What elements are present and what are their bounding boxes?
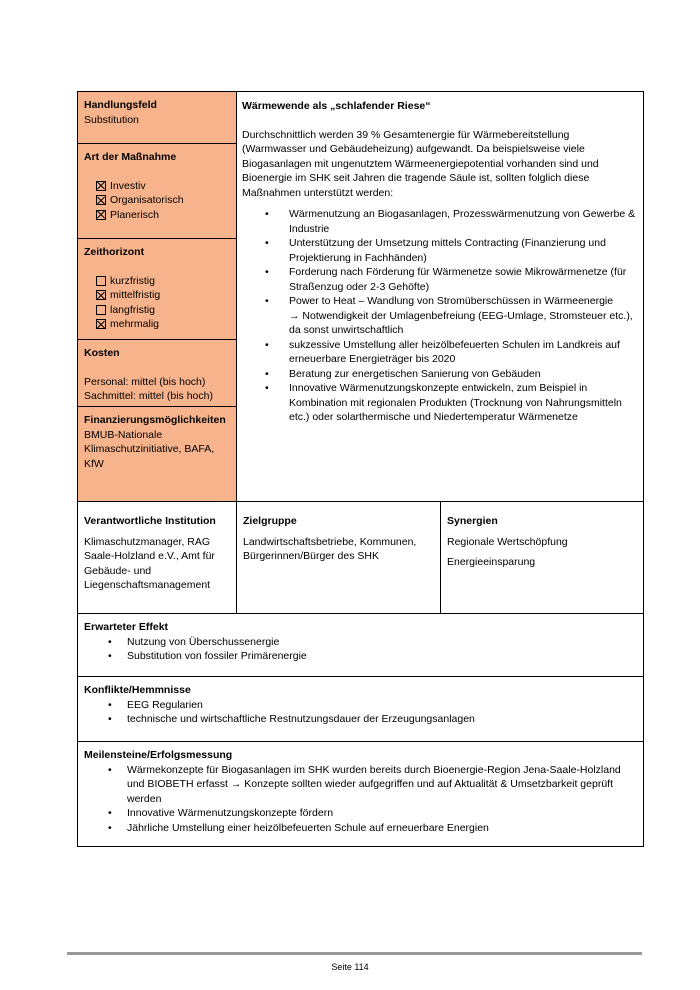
measure-sheet [77, 91, 644, 847]
checkbox-label: Organisatorisch [110, 194, 184, 206]
list-item: • EEG Regularien [84, 698, 637, 713]
art-section [78, 144, 236, 239]
effekt-label: Erwarteter Effekt [84, 621, 169, 633]
list-item: • Innovative Wärmenutzungskonzepte entwickeln, zum Beispiel in Kombination mit regionalen Produkten (Trocknung von Nahrungsmitteln etc.) oder solarthermische und Niedertemperatur Wärmenetze [242, 381, 636, 425]
kosten-sachmittel: Sachmittel: mittel (bis hoch) [84, 390, 213, 402]
list-item: • Substitution von fossiler Primärenergie [84, 649, 637, 664]
synergien-label: Synergien [447, 515, 498, 527]
checkbox-mittelfristig[interactable] [84, 288, 230, 303]
list-item: • technische und wirtschaftliche Restnutzungsdauer der Erzeugungsanlagen [84, 712, 637, 727]
kosten-label: Kosten [84, 347, 120, 359]
list-item [84, 763, 637, 807]
konflikte-label: Konflikte/Hemmnisse [84, 684, 191, 696]
handlungsfeld-value: Substitution [84, 113, 139, 126]
checkbox-label: langfristig [110, 303, 155, 316]
power-to-heat-text: Power to Heat – Wandlung von Stromüberschüssen in Wärmeenergie [289, 295, 614, 307]
zeithorizont-label: Zeithorizont [84, 246, 145, 258]
checked-box-icon [96, 181, 106, 191]
finanzierung-section [78, 407, 236, 475]
list-item: • Innovative Wärmenutzungskonzepte fördern [84, 806, 637, 821]
measures-list [242, 207, 636, 425]
checkbox-mehrmalig[interactable] [84, 317, 230, 332]
institution-value: Klimaschutzmanager, RAG Saale-Holzland e.V., Amt für Gebäude- und Liegenschaftsmanagement [84, 535, 215, 591]
zielgruppe-cell [236, 502, 440, 613]
finanzierung-value: BMUB-Nationale Klimaschutzinitiative, BAFA, KfW [84, 428, 215, 470]
art-label: Art der Maßnahme [84, 151, 177, 163]
checkbox-langfristig[interactable] [84, 303, 230, 318]
meilensteine-label: Meilensteine/Erfolgsmessung [84, 749, 233, 761]
zielgruppe-label: Zielgruppe [243, 515, 297, 527]
zeithorizont-section [78, 239, 236, 340]
checkbox-label: kurzfristig [110, 274, 155, 287]
description-panel [237, 92, 643, 501]
effekt-section [78, 614, 643, 677]
meilenstein-text: Konzepte sollten wieder aufgegriffen und auf Aktualität & Umsetzbarkeit geprüft werden [127, 778, 613, 805]
list-item: • Unterstützung der Umsetzung mittels Contracting (Finanzierung und Projektierung in Fachhänden) [242, 236, 636, 265]
left-panel [78, 92, 237, 501]
umlagenbefreiung-text: Notwendigkeit der Umlagenbefreiung (EEG-Umlage, Stromsteuer etc.), [299, 309, 633, 322]
checkbox-organisatorisch[interactable] [84, 193, 230, 208]
synergie-item: Energieeinsparung [447, 556, 536, 568]
checked-box-icon [96, 290, 106, 300]
zielgruppe-value: Landwirtschaftsbetriebe, Kommunen, Bürgerinnen/Bürger des SHK [243, 535, 417, 562]
list-item: • Beratung zur energetischen Sanierung von Gebäuden [242, 367, 636, 382]
konflikte-section [78, 677, 643, 742]
list-item: • sukzessive Umstellung aller heizölbefeuerten Schulen im Landkreis auf erneuerbare Energieträger bis 2020 [242, 338, 636, 367]
kosten-section [78, 340, 236, 407]
checkbox-label: mehrmalig [110, 318, 160, 330]
intro-text: Durchschnittlich werden 39 % Gesamtenergie für Wärmebereitstellung (Warmwasser und Gebäudeheizung) aufgewandt. Da beispielsweise viele Biogasanlagen mit ungenutztem Wärmeenergiepotential vorhanden sind und Bioenergie im SHK seit Jahren die tragende Säule ist, sollten folglich diese Maßnahmen unterstützt werden: [242, 128, 599, 199]
footer-divider [67, 952, 642, 955]
checked-box-icon [96, 319, 106, 329]
meilenstein-text: Wärmekonzepte für Biogasanlagen im SHK wurden bereits durch Bioenergie-Region Jena-Saale-Holzland und BIOBETH erfasst [127, 763, 621, 790]
institution-cell [78, 502, 236, 613]
checkbox-kurzfristig[interactable] [84, 274, 230, 289]
responsibility-section [78, 502, 643, 614]
list-item: • Jährliche Umstellung einer heizölbefeuerten Schule auf erneuerbare Energien [84, 821, 637, 836]
arrow-right-icon: → [230, 778, 242, 790]
checkbox-planerisch[interactable] [84, 208, 230, 223]
handlungsfeld-label: Handlungsfeld [84, 99, 157, 111]
handlungsfeld-section [78, 92, 236, 144]
unwirtschaftlich-text: da sonst unwirtschaftlich [289, 324, 404, 336]
arrow-right-icon: → [289, 309, 300, 322]
checked-box-icon [96, 210, 106, 220]
list-item: • Forderung nach Förderung für Wärmenetze sowie Mikrowärmenetze (für Straßenzug oder 2-3 Gehöfte) [242, 265, 636, 294]
page-number: Seite 114 [331, 962, 369, 972]
checkbox-label: Investiv [110, 179, 146, 192]
kosten-personal: Personal: mittel (bis hoch) [84, 375, 206, 388]
list-item: • Nutzung von Überschussenergie [84, 635, 637, 650]
institution-label: Verantwortliche Institution [84, 515, 216, 527]
checkbox-label: mittelfristig [110, 289, 161, 301]
checkbox-investiv[interactable] [84, 179, 230, 194]
unchecked-box-icon [96, 305, 106, 315]
top-section [78, 92, 643, 502]
meilensteine-section [78, 742, 643, 846]
konflikte-list [84, 698, 637, 727]
effekt-list [84, 635, 637, 664]
unchecked-box-icon [96, 276, 106, 286]
synergie-item: Regionale Wertschöpfung [447, 535, 568, 548]
meilensteine-list [84, 763, 637, 836]
checked-box-icon [96, 195, 106, 205]
list-item: • Wärmenutzung an Biogasanlagen, Prozesswärmenutzung von Gewerbe & Industrie [242, 207, 636, 236]
finanzierung-label: Finanzierungsmöglichkeiten [84, 414, 226, 426]
list-item [242, 294, 636, 338]
measure-title: Wärmewende als „schlafender Riese“ [242, 100, 431, 112]
synergien-cell [440, 502, 643, 613]
checkbox-label: Planerisch [110, 208, 160, 221]
